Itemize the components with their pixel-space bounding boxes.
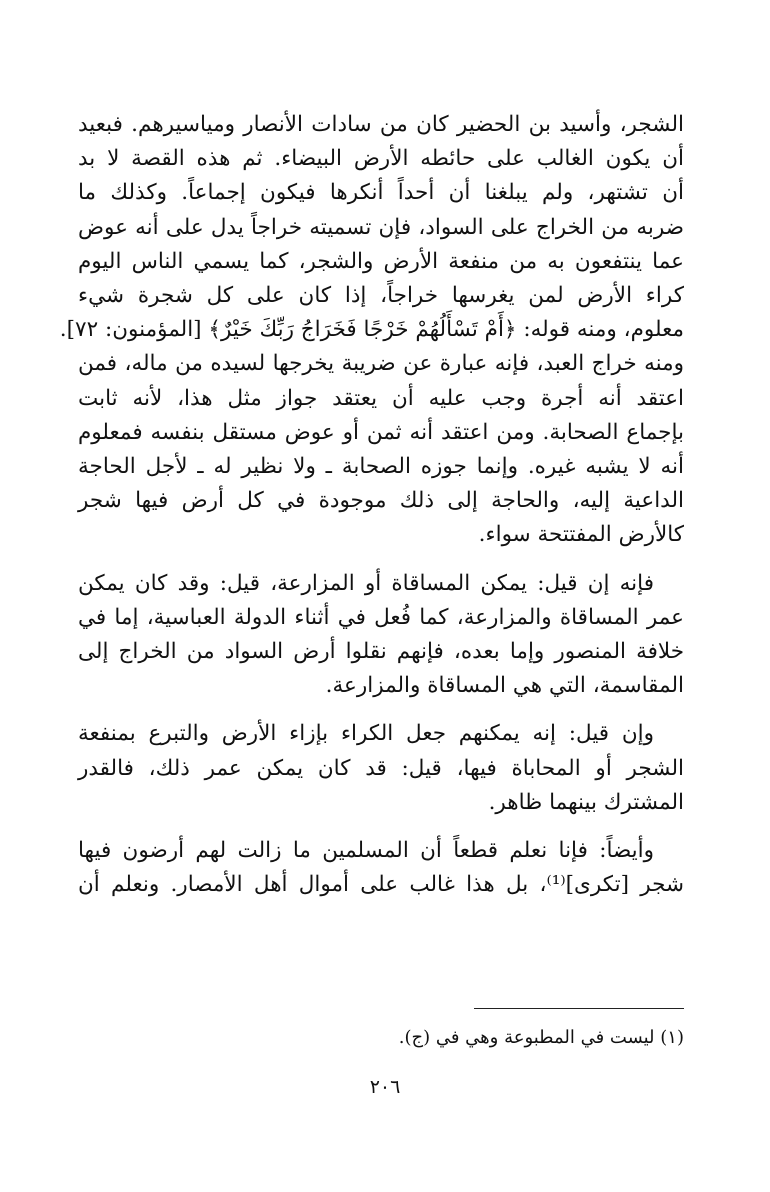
text-line: أنه لا يشبه غيره. وإنما جوزه الصحابة ـ ولا نظير له ـ لأجل الحاجة bbox=[78, 454, 684, 480]
text-line: الشجر أو المحاباة فيها، قيل: قد كان يمكن عمر ذلك، فالقدر bbox=[78, 755, 684, 781]
paragraph-2 bbox=[78, 567, 684, 704]
footnote-separator bbox=[474, 1008, 684, 1009]
paragraph-gap bbox=[78, 703, 684, 717]
footnote bbox=[78, 1024, 684, 1052]
text-line: عمر المساقاة والمزارعة، كما فُعل في أثناء الدولة العباسية، إما في bbox=[78, 604, 684, 630]
paragraph-3 bbox=[78, 717, 684, 820]
text-line: ومنه خراج العبد، فإنه عبارة عن ضريبة يخرجها لسيده من ماله، فمن bbox=[78, 351, 684, 377]
text-line: بإجماع الصحابة. ومن اعتقد أنه ثمن أو عوض مستقل بنفسه فمعلوم bbox=[78, 419, 684, 445]
page-number bbox=[0, 1076, 770, 1098]
paragraph-4 bbox=[78, 834, 684, 902]
page-number-text: ٢٠٦ bbox=[369, 1076, 401, 1098]
text-line: اعتقد أنه أجرة وجب عليه أن يعتقد جواز مثل هذا، لأنه ثابت bbox=[78, 385, 684, 411]
text-line: وأيضاً: فإنا نعلم قطعاً أن المسلمين ما زالت لهم أرضون فيها bbox=[78, 838, 654, 864]
main-text bbox=[59, 108, 684, 902]
text-line: المقاسمة، التي هي المساقاة والمزارعة. bbox=[325, 673, 684, 699]
text-line: أن تشتهر، ولم يبلغنا أن أحداً أنكرها فيكون إجماعاً. وكذلك ما bbox=[78, 180, 684, 206]
text-line: شجر [تكرى]⁽¹⁾، بل هذا غالب على أموال أهل الأمصار. ونعلم أن bbox=[78, 872, 684, 898]
text-line: خلافة المنصور وإما بعده، فإنهم نقلوا أرض السواد من الخراج إلى bbox=[78, 639, 684, 665]
text-line: عما ينتفعون به من منفعة الأرض والشجر، كما يسمي الناس اليوم bbox=[78, 248, 684, 274]
text-line: الداعية إليه، والحاجة إلى ذلك موجودة في كل أرض فيها شجر bbox=[78, 488, 684, 514]
text-line: أن يكون الغالب على حائطه الأرض البيضاء. ثم هذه القصة لا بد bbox=[78, 146, 684, 172]
text-line: كراء الأرض لمن يغرسها خراجاً، إذا كان على كل شجرة شيء bbox=[78, 283, 684, 309]
text-line: كالأرض المفتتحة سواء. bbox=[478, 522, 684, 548]
paragraph-gap bbox=[78, 553, 684, 567]
footnote-text: (١) ليست في المطبوعة وهي في (ج). bbox=[398, 1027, 684, 1048]
quran-verse-line: معلوم، ومنه قوله: ﴿أَمْ تَسْأَلُهُمْ خَرْجًا فَخَرَاجُ رَبِّكَ خَيْرٌ﴾ [المؤمنون: ٧٢]. bbox=[59, 317, 684, 343]
text-line: ضربه من الخراج على السواد، فإن تسميته خراجاً يدل على أنه عوض bbox=[78, 214, 684, 240]
paragraph-1 bbox=[59, 108, 684, 553]
text-line: فإنه إن قيل: يمكن المساقاة أو المزارعة، قيل: وقد كان يمكن bbox=[78, 570, 654, 596]
text-line: الشجر، وأسيد بن الحضير كان من سادات الأنصار ومياسيرهم. فبعيد bbox=[78, 112, 684, 137]
paragraph-gap bbox=[78, 820, 684, 834]
text-line: وإن قيل: إنه يمكنهم جعل الكراء بإزاء الأرض والتبرع بمنفعة bbox=[78, 721, 654, 747]
text-line: المشترك بينهما ظاهر. bbox=[488, 789, 684, 815]
